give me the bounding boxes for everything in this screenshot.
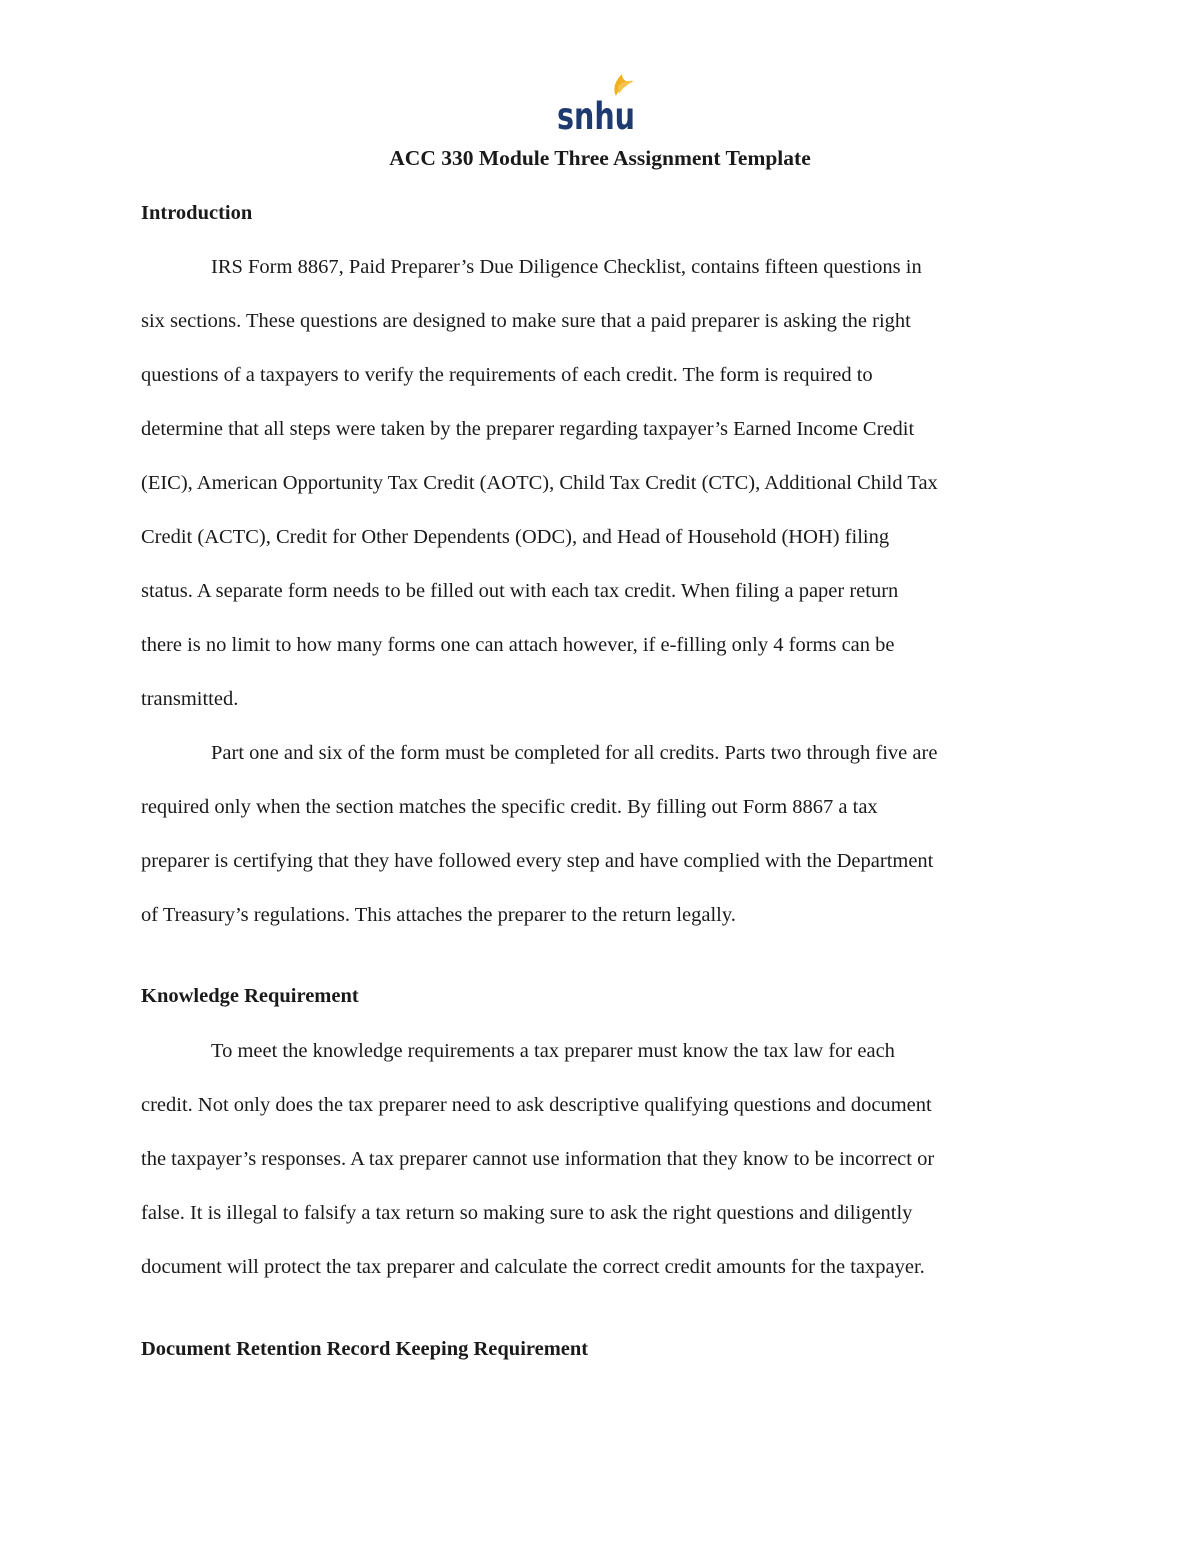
svg-text:snhu: snhu — [557, 95, 635, 138]
section-heading-document-retention: Document Retention Record Keeping Requirement — [141, 1338, 589, 1360]
paragraph-line: credit. Not only does the tax preparer need to ask descriptive qualifying questions and document — [141, 1094, 932, 1116]
paragraph-line: transmitted. — [141, 688, 239, 710]
paragraph-line: six sections. These questions are designed to make sure that a paid preparer is asking the right — [141, 310, 911, 332]
paragraph-line: questions of a taxpayers to verify the requirements of each credit. The form is required to — [141, 364, 873, 386]
paragraph-line: To meet the knowledge requirements a tax preparer must know the tax law for each — [211, 1040, 895, 1062]
paragraph-line: document will protect the tax preparer and calculate the correct credit amounts for the taxpayer. — [141, 1256, 925, 1278]
paragraph-line: determine that all steps were taken by the preparer regarding taxpayer’s Earned Income Credit — [141, 418, 915, 440]
paragraph-line: status. A separate form needs to be filled out with each tax credit. When filing a paper return — [141, 580, 899, 602]
section-heading-knowledge-requirement: Knowledge Requirement — [141, 985, 359, 1007]
paragraph-line: there is no limit to how many forms one can attach however, if e-filling only 4 forms can be — [141, 634, 895, 656]
paragraph-line: IRS Form 8867, Paid Preparer’s Due Diligence Checklist, contains fifteen questions in — [211, 256, 922, 278]
section-heading-introduction: Introduction — [141, 202, 253, 224]
paragraph-line: false. It is illegal to falsify a tax return so making sure to ask the right questions and diligently — [141, 1202, 913, 1224]
paragraph-line: preparer is certifying that they have followed every step and have complied with the Department — [141, 850, 934, 872]
paragraph-line: the taxpayer’s responses. A tax preparer cannot use information that they know to be incorrect or — [141, 1148, 935, 1170]
snhu-logo — [556, 72, 640, 138]
paragraph-line: (EIC), American Opportunity Tax Credit (AOTC), Child Tax Credit (CTC), Additional Child Tax — [141, 472, 938, 494]
paragraph-line: required only when the section matches the specific credit. By filling out Form 8867 a tax — [141, 796, 878, 818]
paragraph-line: of Treasury’s regulations. This attaches the preparer to the return legally. — [141, 904, 736, 926]
paragraph-line: Credit (ACTC), Credit for Other Dependents (ODC), and Head of Household (HOH) filing — [141, 526, 890, 548]
document-title: ACC 330 Module Three Assignment Template — [389, 146, 811, 170]
paragraph-line: Part one and six of the form must be completed for all credits. Parts two through five are — [211, 742, 938, 764]
